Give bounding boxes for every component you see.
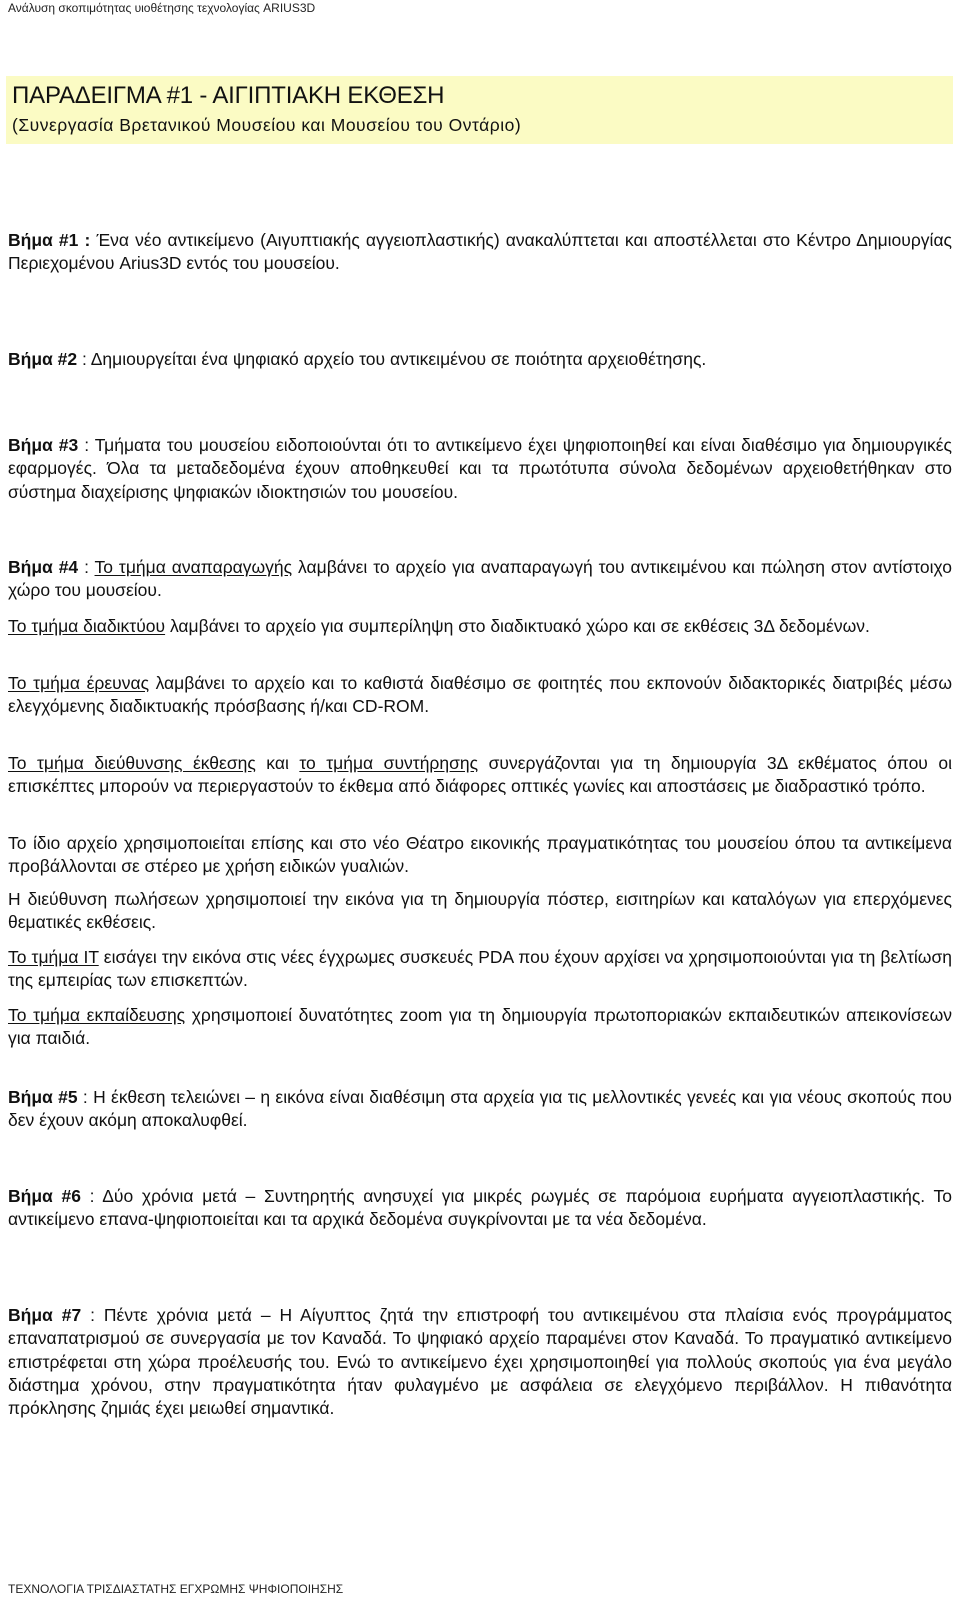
research-dept-paragraph [8,672,952,719]
step-5-paragraph [8,1086,952,1133]
web-dept-paragraph [8,615,952,638]
step-7-text: : Πέντε χρόνια μετά – Η Αίγυπτος ζητά την επιστροφή του αντικειμένου στα πλαίσια ενός προγράμματος επαναπατρισμού σε συνεργασία με τον Καναδά. Το ψηφιακό αρχείο παραμένει στον Καναδά. Το πραγματικό αντικείμενο επιστρέφεται στη χώρα προέλευσής του. Ενώ το αντικείμενο έχει χρησιμοποιηθεί για πολλούς σκοπούς για ένα μεγάλο διάστημα χρόνου, στην πραγματικότητα ήταν φυλαγμένο με ασφάλεια σε ελεγχόμενο περιβάλλον. Η πιθανότητα πρόκλησης ζημιάς έχει μειωθεί σημαντικά. [8,1305,953,1419]
exhibition-dept-link[interactable]: Το τμήμα διεύθυνσης έκθεσης [8,753,256,773]
step-1-label: Βήμα #1 : [8,230,91,250]
running-header: Ανάλυση σκοπιμότητας υιοθέτησης τεχνολογίας ARIUS3D [8,1,316,15]
sales-paragraph [8,888,952,935]
step-4-label: Βήμα #4 [8,557,79,577]
step-5-label: Βήμα #5 [8,1087,78,1107]
exhibition-dept-paragraph [8,752,952,799]
page-subtitle: (Συνεργασία Βρετανικού Μουσείου και Μουσείου του Οντάριο) [12,115,522,135]
exhibition-dept-mid: και [255,753,300,773]
step-3-paragraph [8,434,952,504]
step-3-text: : Τμήματα του μουσείου ειδοποιούνται ότι το αντικείμενο έχει ψηφιοποιηθεί και είναι διαθέσιμο για δημιουργικές εφαρμογές. Όλα τα μεταδεδομένα έχουν αποθηκευθεί και τα πρωτότυπα σύνολα δεδομένων αρχειοθετήθηκαν στο σύστημα διαχείρισης ψηφιακών ιδιοκτησιών του μουσείου. [8,435,952,502]
step-2-text: : Δημιουργείται ένα ψηφιακό αρχείο του αντικειμένου σε ποιότητα αρχειοθέτησης. [77,349,707,369]
web-dept-link[interactable]: Το τμήμα διαδικτύου [8,616,166,636]
vr-theatre-text: Το ίδιο αρχείο χρησιμοποιείται επίσης και στο νέο Θέατρο εικονικής πραγματικότητας του μουσείου όπου τα αντικείμενα προβάλλονται σε στέρεο με χρήση ειδικών γυαλιών. [8,833,952,877]
step-7-paragraph [8,1304,952,1420]
step-4-paragraph [8,556,952,603]
step-7-label: Βήμα #7 [8,1305,82,1325]
vr-theatre-paragraph [8,832,952,879]
research-dept-text: λαμβάνει το αρχείο και το καθιστά διαθέσιμο σε φοιτητές που εκπονούν διδακτορικές διατριβές μέσω ελεγχόμενης διαδικτυακής πρόσβασης ή/και CD-ROM. [8,673,952,717]
conservation-dept-link[interactable]: το τμήμα συντήρησης [299,753,479,773]
education-dept-text: χρησιμοποιεί δυνατότητες zoom για τη δημιουργία πρωτοποριακών εκπαιδευτικών απεικονίσεων για παιδιά. [8,1005,952,1049]
it-dept-text: εισάγει την εικόνα στις νέες έγχρωμες συσκευές PDA που έχουν αρχίσει να χρησιμοποιούνται για τη βελτίωση της εμπειρίας των επισκεπτών. [8,947,953,991]
step-1-text: Ένα νέο αντικείμενο (Αιγυπτιακής αγγειοπλαστικής) ανακαλύπτεται και αποστέλλεται στο Κέντρο Δημιουργίας Περιεχομένου Arius3D εντός του μουσείου. [8,230,952,274]
step-4-text: λαμβάνει το αρχείο για αναπαραγωγή του αντικειμένου και πώληση στον αντίστοιχο χώρο του μουσείου. [8,557,952,601]
step-5-text: : Η έκθεση τελειώνει – η εικόνα είναι διαθέσιμη στα αρχεία για τις μελλοντικές γενεές και για νέους σκοπούς που δεν έχουν ακόμη αποκαλυφθεί. [8,1087,952,1131]
step-6-paragraph [8,1185,952,1232]
education-dept-paragraph [8,1004,952,1051]
it-dept-link[interactable]: Το τμήμα IT [8,947,99,967]
step-6-label: Βήμα #6 [8,1186,81,1206]
education-dept-link[interactable]: Το τμήμα εκπαίδευσης [8,1005,186,1025]
reproduction-dept-link[interactable]: Το τμήμα αναπαραγωγής [94,557,293,577]
title-box [6,76,953,144]
step-2-paragraph [8,348,952,371]
web-dept-text: λαμβάνει το αρχείο για συμπερίληψη στο διαδικτυακό χώρο και σε εκθέσεις 3Δ δεδομένων. [165,616,870,636]
page-title: ΠΑΡΑΔΕΙΓΜΑ #1 - ΑΙΓΙΠΤΙΑΚΗ ΕΚΘΕΣΗ [12,82,445,109]
exhibition-dept-text: συνεργάζονται για τη δημιουργία 3Δ εκθέματος όπου οι επισκέπτες μπορούν να περιεργαστούν το έκθεμα από διάφορες οπτικές γωνίες και αποστάσεις με διαδραστικό τρόπο. [8,753,952,797]
sales-text: Η διεύθυνση πωλήσεων χρησιμοποιεί την εικόνα για τη δημιουργία πόστερ, εισιτηρίων και καταλόγων για επερχόμενες θεματικές εκθέσεις. [8,889,952,933]
research-dept-link[interactable]: Το τμήμα έρευνας [8,673,149,693]
it-dept-paragraph [8,946,952,993]
step-4-separator: : [78,557,95,577]
step-2-label: Βήμα #2 [8,349,78,369]
running-footer: ΤΕΧΝΟΛΟΓΙΑ ΤΡΙΣΔΙΑΣΤΑΤΗΣ ΕΓΧΡΩΜΗΣ ΨΗΦΙΟΠΟΙΗΣΗΣ [8,1582,344,1596]
step-6-text: : Δύο χρόνια μετά – Συντηρητής ανησυχεί για μικρές ρωγμές σε παρόμοια ευρήματα αγγειοπλαστικής. Το αντικείμενο επανα-ψηφιοποιείται και τα αρχικά δεδομένα συγκρίνονται με τα νέα δεδομένα. [8,1186,952,1230]
step-3-label: Βήμα #3 [8,435,79,455]
step-1-paragraph [8,229,952,276]
